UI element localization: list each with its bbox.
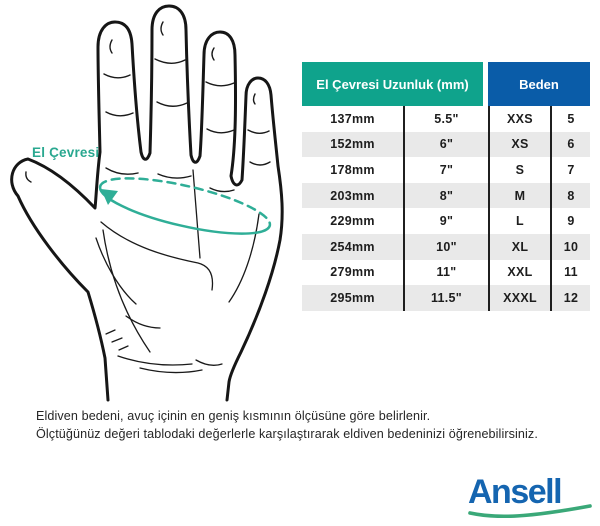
table-header-size: Beden (488, 62, 590, 106)
ansell-logo (468, 475, 593, 518)
cell-mm: 178mm (330, 162, 375, 177)
size-table (302, 62, 590, 311)
cell-size: M (488, 183, 550, 209)
cell-mm: 279mm (330, 265, 375, 280)
table-row (302, 285, 590, 311)
cell-num: 9 (550, 208, 590, 234)
cell-inch: 8" (403, 183, 488, 209)
cell-size: XXS (488, 106, 550, 132)
cell-size: XXXL (488, 285, 550, 311)
cell-size: L (488, 208, 550, 234)
footer-line-1: Eldiven bedeni, avuç içinin en geniş kısmının ölçüsüne göre belirlenir. (36, 409, 431, 423)
cell-mm: 229mm (330, 214, 375, 229)
table-row (302, 208, 590, 234)
table-header-measure: El Çevresi Uzunluk (mm) (302, 62, 483, 106)
cell-size: XL (488, 234, 550, 260)
table-row (302, 234, 590, 260)
cell-num: 5 (550, 106, 590, 132)
cell-num: 12 (550, 285, 590, 311)
cell-inch: 11" (403, 260, 488, 286)
cell-num: 10 (550, 234, 590, 260)
cell-num: 7 (550, 157, 590, 183)
cell-num: 6 (550, 132, 590, 158)
cell-mm: 203mm (330, 188, 375, 203)
footer-description (36, 407, 596, 443)
cell-mm: 137mm (330, 111, 375, 126)
cell-size: XXL (488, 260, 550, 286)
table-row (302, 157, 590, 183)
cell-num: 8 (550, 183, 590, 209)
cell-inch: 5.5" (403, 106, 488, 132)
hand-circumference-label: El Çevresi (32, 145, 100, 160)
cell-inch: 11.5" (403, 285, 488, 311)
cell-size: S (488, 157, 550, 183)
cell-size: XS (488, 132, 550, 158)
cell-inch: 7" (403, 157, 488, 183)
size-table-header (302, 62, 590, 106)
table-row (302, 132, 590, 158)
cell-inch: 10" (403, 234, 488, 260)
cell-inch: 6" (403, 132, 488, 158)
table-row (302, 260, 590, 286)
cell-mm: 254mm (330, 239, 375, 254)
ansell-logo-text: Ansell (468, 473, 562, 511)
cell-inch: 9" (403, 208, 488, 234)
cell-mm: 152mm (330, 137, 375, 152)
hand-illustration (0, 0, 310, 405)
footer-line-2: Ölçtüğünüz değeri tablodaki değerlerle karşılaştırarak eldiven bedeninizi öğrenebilirsiniz. (36, 427, 538, 441)
table-row (302, 183, 590, 209)
cell-mm: 295mm (330, 290, 375, 305)
cell-num: 11 (550, 260, 590, 286)
table-row (302, 106, 590, 132)
